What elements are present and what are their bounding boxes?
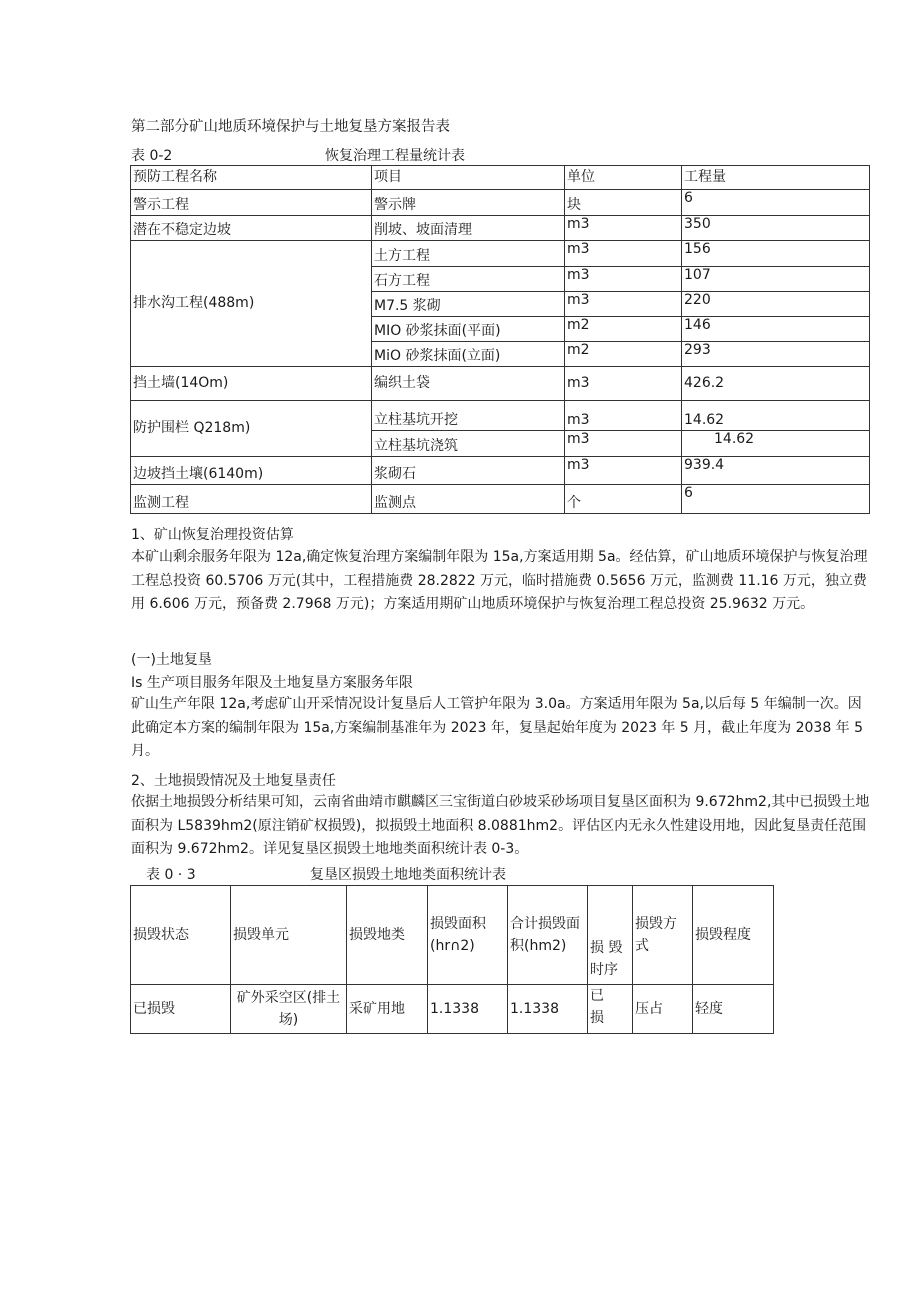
- table-cell: 编织土袋: [372, 367, 565, 401]
- table-row: [131, 457, 870, 485]
- table-cell: m2: [565, 342, 682, 367]
- table-cell: 已损毁: [131, 985, 231, 1034]
- table-cell: m3: [565, 367, 682, 401]
- table-cell: 防护围栏 Q218m): [131, 401, 372, 457]
- table-cell: m3: [565, 241, 682, 267]
- table-cell: 土方工程: [372, 241, 565, 267]
- table-cell: m3: [565, 292, 682, 317]
- table1-number: 表 0-2: [131, 148, 173, 164]
- table-row: [131, 190, 870, 216]
- header-cell: 损毁地类: [347, 886, 428, 985]
- table-cell: m3: [565, 457, 682, 485]
- table-row: [131, 401, 870, 431]
- table-cell: 14.62: [682, 431, 870, 457]
- header-cell: 预防工程名称: [131, 166, 372, 190]
- table-cell: 挡土墙(14Om): [131, 367, 372, 401]
- header-cell: 合计损毁面积(hm2): [508, 886, 588, 985]
- header-cell: 损毁状态: [131, 886, 231, 985]
- table2-number: 表 0 · 3: [146, 867, 196, 883]
- table-cell: 426.2: [682, 367, 870, 401]
- header-cell: 损毁单元: [231, 886, 347, 985]
- table2-title: 复垦区损毁土地地类面积统计表: [310, 867, 506, 883]
- table-cell: 块: [565, 190, 682, 216]
- table-cell: 1.1338: [508, 985, 588, 1034]
- header-cell: 单位: [565, 166, 682, 190]
- table-cell: MIO 砂浆抹面(平面): [372, 317, 565, 342]
- table-cell: 削坡、坡面清理: [372, 216, 565, 241]
- table-cell: 939.4: [682, 457, 870, 485]
- table-cell: 6: [682, 190, 870, 216]
- table-cell: 矿外采空区(排土场): [231, 985, 347, 1034]
- table-cell: 1.1338: [428, 985, 508, 1034]
- table-cell: 107: [682, 267, 870, 292]
- table-cell: 146: [682, 317, 870, 342]
- table-cell: m3: [565, 431, 682, 457]
- table-cell: 浆砌石: [372, 457, 565, 485]
- table-cell: 立柱基坑浇筑: [372, 431, 565, 457]
- restoration-quantity-table: [130, 165, 870, 514]
- table-cell: 6: [682, 485, 870, 514]
- section2-subtitle: Is 生产项目服务年限及土地复垦方案服务年限: [131, 675, 413, 691]
- table-cell: 监测工程: [131, 485, 372, 514]
- header-cell: 损毁面积(hr∩2): [428, 886, 508, 985]
- header-cell: 损毁程度: [693, 886, 774, 985]
- table-row: [131, 485, 870, 514]
- page-heading: 第二部分矿山地质环境保护与土地复垦方案报告表: [131, 119, 450, 135]
- table-cell: 个: [565, 485, 682, 514]
- header-cell: 工程量: [682, 166, 870, 190]
- section3-body: 依据土地损毁分析结果可知，云南省曲靖市麒麟区三宝街道白砂坡采砂场项目复垦区面积为 9.672hm2,其中已损毁土地面积为 L5839hm2(原注销矿权损毁)，拟损毁土地面积 8.0881hm2。评估区内无永久性建设用地，因此复垦责任范围面积为 9.672hm2。详见复垦区损毁土地地类面积统计表 0-3。: [131, 794, 870, 857]
- table-cell: 监测点: [372, 485, 565, 514]
- table-row: [131, 216, 870, 241]
- section1-title: 1、矿山恢复治理投资估算: [131, 527, 294, 543]
- table-cell: 排水沟工程(488m): [131, 241, 372, 367]
- table-cell: 边坡挡土壤(6140m): [131, 457, 372, 485]
- table-cell: 石方工程: [372, 267, 565, 292]
- table-row: [131, 985, 774, 1034]
- header-cell: 项目: [372, 166, 565, 190]
- table-cell: 350: [682, 216, 870, 241]
- table-cell: 立柱基坑开挖: [372, 401, 565, 431]
- table-header-row: [131, 166, 870, 190]
- table-cell: 轻度: [693, 985, 774, 1034]
- table-cell: 220: [682, 292, 870, 317]
- header-cell: 损毁方式: [633, 886, 693, 985]
- table-cell: m3: [565, 267, 682, 292]
- table-cell: 潜在不稳定边坡: [131, 216, 372, 241]
- section3-title: 2、土地损毁情况及土地复垦责任: [131, 773, 336, 789]
- table-cell: 293: [682, 342, 870, 367]
- table-row: [131, 241, 870, 267]
- table-cell: 警示工程: [131, 190, 372, 216]
- table-cell: m3: [565, 401, 682, 431]
- table-cell: M7.5 浆砌: [372, 292, 565, 317]
- section1-body: 本矿山剩余服务年限为 12a,确定恢复治理方案编制年限为 15a,方案适用期 5a。经估算，矿山地质环境保护与恢复治理工程总投资 60.5706 万元(其中，工程措施费 28.2822 万元，临时措施费 0.5656 万元，监测费 11.16 万元，独立费用 6.606 万元，预备费 2.7968 万元)；方案适用期矿山地质环境保护与恢复治理工程总投资 25.9632 万元。: [131, 549, 868, 612]
- table-cell: 14.62: [682, 401, 870, 431]
- table-cell: 警示牌: [372, 190, 565, 216]
- section2-title: (一)土地复垦: [131, 652, 212, 668]
- table-cell: MiO 砂浆抹面(立面): [372, 342, 565, 367]
- section2-body: 矿山生产年限 12a,考虑矿山开采情况设计复垦后人工管护年限为 3.0a。方案适用年限为 5a,以后每 5 年编制一次。因此确定本方案的编制年限为 15a,方案编制基准年为 2023 年，复垦起始年度为 2023 年 5 月，截止年度为 2038 年 5 月。: [131, 696, 864, 759]
- table-row: [131, 367, 870, 401]
- header-cell: 损 毁时序: [588, 886, 633, 985]
- table-cell: 156: [682, 241, 870, 267]
- table-cell: m3: [565, 216, 682, 241]
- land-damage-table: [130, 885, 774, 1034]
- table-cell: 已损: [588, 985, 633, 1034]
- table-cell: 压占: [633, 985, 693, 1034]
- table-header-row: [131, 886, 774, 985]
- table-cell: 采矿用地: [347, 985, 428, 1034]
- table-cell: m2: [565, 317, 682, 342]
- table1-title: 恢复治理工程量统计表: [325, 148, 465, 164]
